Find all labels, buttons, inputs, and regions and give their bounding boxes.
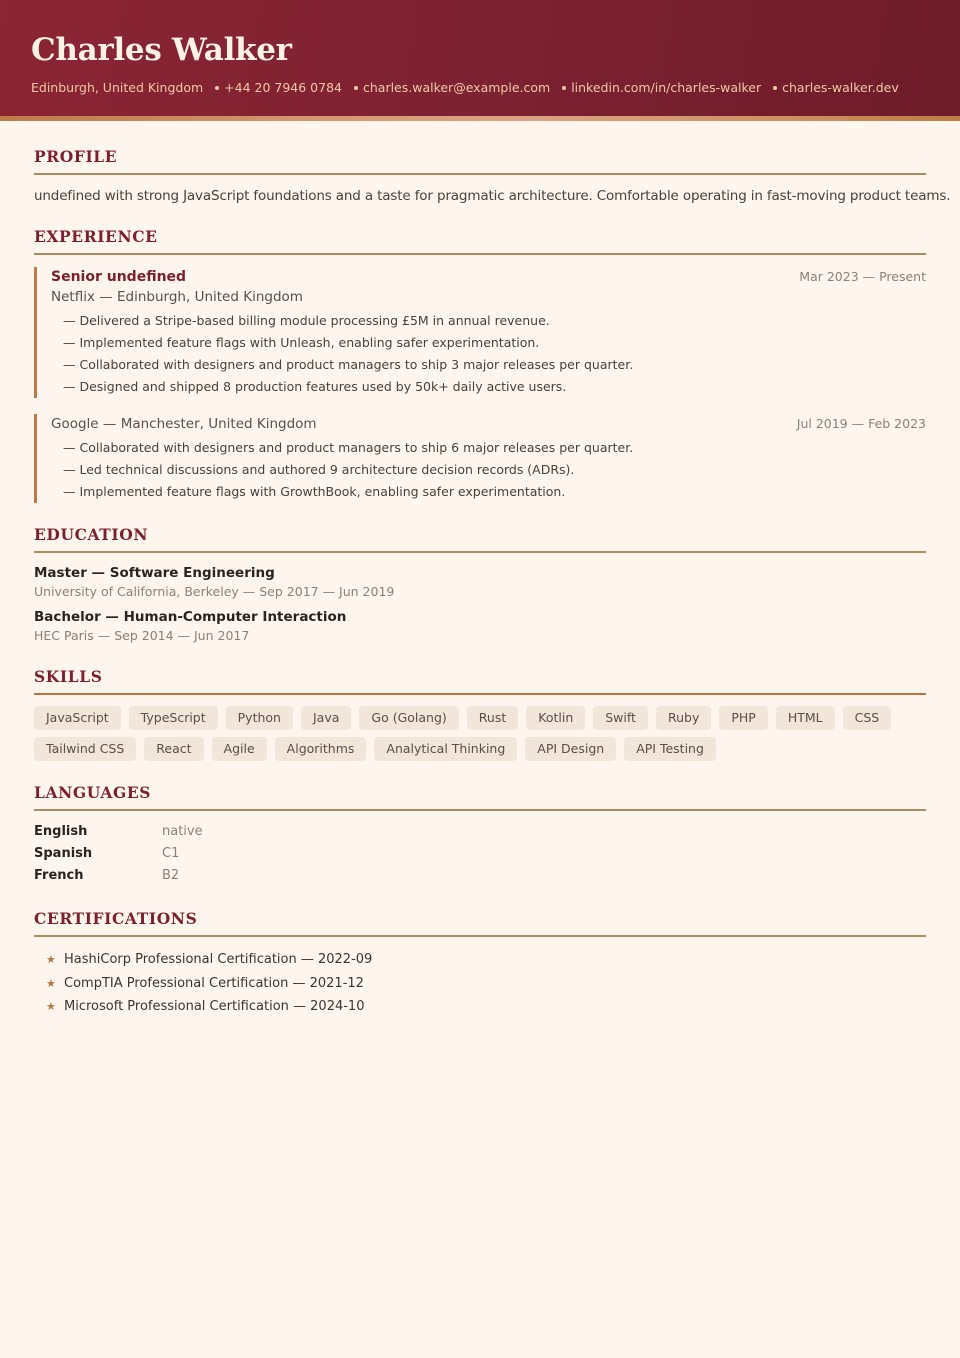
contact-location-text: Edinburgh, United Kingdom [31,80,204,95]
resume-content [0,147,960,1019]
section-title-profile: PROFILE [34,147,926,175]
skill-chip: JavaScript [34,706,121,730]
skill-chip-list [34,706,894,761]
job-bullet-list [51,437,926,503]
contact-phone[interactable] [215,80,342,95]
bullet-dot-icon [562,86,566,90]
star-icon: ★ [46,953,56,966]
certification-item [46,972,926,996]
bullet-dot-icon [354,86,358,90]
job-bullet: — Led technical discussions and authored 9 architecture decision records (ADRs). [63,462,575,477]
section-title-education: EDUCATION [34,525,926,553]
job-title: Senior undefined [51,269,187,285]
language-row [34,821,926,843]
education-degree: Bachelor — Human-Computer Interaction [34,609,347,625]
skill-chip: Ruby [656,706,711,730]
education-meta: University of California, Berkeley — Sep 2017 — Jun 2019 [34,584,395,599]
contact-phone-text: +44 20 7946 0784 [224,80,342,95]
certification-item [46,995,926,1019]
certification-item [46,948,926,972]
experience-section [34,227,926,503]
languages-section [34,783,926,887]
skill-chip: Kotlin [526,706,585,730]
job-bullet: — Implemented feature flags with GrowthBook, enabling safer experimentation. [63,484,566,499]
language-list [34,821,926,887]
skill-chip: HTML [776,706,835,730]
job-company: Netflix — Edinburgh, United Kingdom [51,289,303,305]
education-section [34,525,926,645]
section-title-skills: SKILLS [34,667,926,695]
skills-section [34,667,926,761]
resume-header [0,0,960,116]
skill-chip: Go (Golang) [359,706,458,730]
contact-website-text: charles-walker.dev [782,80,899,95]
job-dates: Jul 2019 — Feb 2023 [796,416,926,431]
language-name: English [34,824,88,839]
language-level: C1 [162,846,180,861]
skill-chip: Swift [593,706,648,730]
skill-chip: PHP [719,706,767,730]
certification-list [34,948,926,1019]
job-bullet: — Delivered a Stripe-based billing module processing £5M in annual revenue. [63,313,550,328]
job-bullet: — Collaborated with designers and product managers to ship 3 major releases per quarter. [63,357,634,372]
education-entry [34,607,926,645]
job-bullet: — Designed and shipped 8 production features used by 50k+ daily active users. [63,379,567,394]
certification-text: Microsoft Professional Certification — 2024-10 [64,999,365,1014]
job-entry [34,267,926,398]
star-icon: ★ [46,976,56,990]
skill-chip: API Design [525,737,616,761]
language-row [34,865,926,887]
job-bullet: — Implemented feature flags with Unleash, enabling safer experimentation. [63,335,540,350]
contact-linkedin[interactable] [562,80,761,95]
certification-text: CompTIA Professional Certification — 2021-12 [64,975,364,991]
education-meta: HEC Paris — Sep 2014 — Jun 2017 [34,628,250,643]
skill-chip: Rust [467,706,518,730]
skill-chip: CSS [843,706,892,730]
skill-chip: Analytical Thinking [374,737,517,761]
bullet-dot-icon [773,86,777,90]
language-level: B2 [162,868,180,883]
section-title-certifications: CERTIFICATIONS [34,909,926,937]
skill-chip: Algorithms [275,737,367,761]
skill-chip: API Testing [624,737,716,761]
language-name: French [34,868,84,883]
language-level: native [162,824,203,839]
education-degree: Master — Software Engineering [34,565,275,581]
bullet-dot-icon [215,86,219,90]
skill-chip: Python [226,706,293,730]
skill-chip: Java [301,706,351,730]
job-company: Google — Manchester, United Kingdom [51,416,317,432]
contact-website[interactable] [773,80,899,95]
job-bullet: — Collaborated with designers and product managers to ship 6 major releases per quarter. [63,440,634,455]
candidate-name: Charles Walker [31,32,292,68]
certifications-section [34,909,926,1019]
contact-linkedin-text: linkedin.com/in/charles-walker [571,80,762,95]
profile-section [34,147,951,205]
header-accent-bar [0,116,960,121]
education-entry [34,563,926,601]
section-title-experience: EXPERIENCE [34,227,926,255]
job-entry [34,414,926,503]
certification-text: HashiCorp Professional Certification — 2022-09 [64,952,373,967]
contact-email[interactable] [354,80,550,95]
section-title-languages: LANGUAGES [34,783,926,811]
contact-email-text: charles.walker@example.com [362,80,551,95]
job-bullet-list [51,310,926,398]
language-row [34,843,926,865]
star-icon: ★ [46,1000,56,1013]
language-name: Spanish [34,846,93,861]
skill-chip: Tailwind CSS [34,737,136,761]
skill-chip: Agile [212,737,267,761]
skill-chip: TypeScript [129,706,218,730]
contact-row [31,80,926,95]
skill-chip: React [144,737,203,761]
job-dates: Mar 2023 — Present [799,269,926,284]
profile-summary: undefined with strong JavaScript foundations and a taste for pragmatic architecture. Comfortable operating in fast-moving product teams. [34,188,951,204]
contact-location [31,80,203,95]
